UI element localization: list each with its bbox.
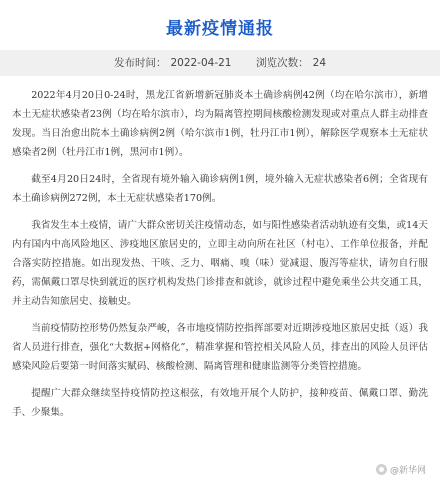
publish-label: 发布时间：: [113, 57, 167, 69]
paragraph-3: 我省发生本土疫情，请广大群众密切关注疫情动态，如与阳性感染者活动轨迹有交集，或14天内有国内中高风险地区、涉疫地区旅居史的，立即主动向所在社区（村屯）、工作单位报备，并配合落实防控措施。如出现发热、干咳、乏力、咽痛、嗅（味）觉减退、腹泻等症状，请勿自行服药，需佩戴口罩尽快到就近的医疗机构发热门诊排查和就诊，就诊过程中避免乘坐公共交通工具，并主动告知旅居史、接触史。: [12, 220, 428, 307]
weibo-icon: [376, 464, 387, 475]
watermark: [376, 463, 426, 476]
views-count: 24: [312, 57, 327, 69]
paragraph-5: 提醒广大群众继续坚持疫情防控这根弦，有效地开展个人防护，接种疫苗、佩戴口罩、勤洗手、少聚集。: [12, 388, 428, 418]
publish-date: 2022-04-21: [170, 57, 232, 69]
article-meta: [0, 50, 440, 76]
paragraph-2: 截至4月20日24时，全省现有境外输入确诊病例1例，境外输入无症状感染者6例；全省现有本土确诊病例272例，本土无症状感染者170例。: [12, 174, 428, 204]
article-body: [12, 86, 428, 430]
paragraph-1: 2022年4月20日0-24时，黑龙江省新增新冠肺炎本土确诊病例42例（均在哈尔滨市），新增本土无症状感染者23例（均在哈尔滨市），均为隔离管控期间核酸检测发现或对重点人群主动排查发现。当日治愈出院本土确诊病例2例（哈尔滨市1例，牡丹江市1例），解除医学观察本土无症状感染者2例（牡丹江市1例，黑河市1例）。: [12, 90, 428, 158]
views-label: 浏览次数：: [256, 57, 309, 69]
watermark-text: @新华网: [389, 466, 426, 476]
paragraph-4: 当前疫情防控形势仍然复杂严峻，各市地疫情防控指挥部要对近期涉疫地区旅居史抵（返）我省人员进行排查，强化“大数据+网格化”，精准掌握和管控相关风险人员，排查出的风险人员评估感染风险后要第一时间落实赋码、核酸检测、隔离管理和健康监测等分类管控措施。: [12, 323, 428, 372]
page-title: 最新疫情通报: [166, 19, 274, 39]
